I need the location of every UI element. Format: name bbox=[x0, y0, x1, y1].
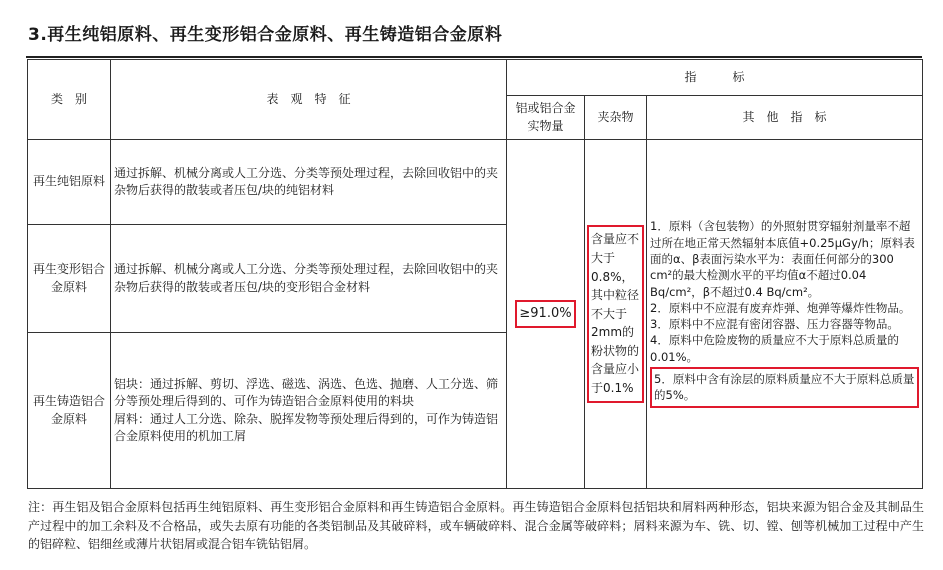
other-item-3: 3．原料中不应混有密闭容器、压力容器等物品。 bbox=[650, 317, 899, 332]
other-item-1: 1．原料（含包装物）的外照射贯穿辐射剂量率不超过所在地正常天然辐射本底值+0.25μGy/h；原料表面的α、β表面污染水平为：表面任何部分的300 cm²的最大检测水平的平均值α不超过0.04 Bq/cm²，β不超过0.4 Bq/cm²。 bbox=[650, 219, 915, 299]
header-inclusions: 夹杂物 bbox=[585, 96, 647, 140]
header-aluminum-content: 铝或铝合金实物量 bbox=[507, 96, 585, 140]
materials-table bbox=[27, 59, 923, 489]
table-row bbox=[28, 140, 923, 225]
header-row-1 bbox=[28, 60, 923, 96]
header-category: 类 别 bbox=[28, 60, 111, 140]
row-appearance bbox=[111, 333, 507, 489]
other-item-4: 4．原料中危险废物的质量应不大于原料总质量的0.01%。 bbox=[650, 333, 899, 364]
title-underline bbox=[26, 56, 922, 58]
appearance-block: 铝块：通过拆解、剪切、浮选、磁选、涡选、色选、抛磨、人工分选、筛分等预处理后得到的、可作为铸造铝合金原料使用的料块 bbox=[114, 376, 499, 409]
row-appearance: 通过拆解、机械分离或人工分选、分类等预处理过程，去除回收铝中的夹杂物后获得的散装或者压包/块的变形铝合金材料 bbox=[111, 225, 507, 333]
section-title: 3.再生纯铝原料、再生变形铝合金原料、再生铸造铝合金原料 bbox=[28, 25, 503, 45]
row-category: 再生铸造铝合金原料 bbox=[28, 333, 111, 489]
header-appearance: 表 观 特 征 bbox=[111, 60, 507, 140]
other-indicators-cell bbox=[647, 140, 923, 489]
aluminum-content-highlight: ≥91.0% bbox=[515, 300, 575, 329]
row-appearance: 通过拆解、机械分离或人工分选、分类等预处理过程，去除回收铝中的夹杂物后获得的散装或者压包/块的纯铝材料 bbox=[111, 140, 507, 225]
inclusions-highlight: 含量应不大于0.8%，其中粒径不大于2mm的粉状物的含量应小于0.1% bbox=[587, 225, 644, 402]
aluminum-content-cell bbox=[507, 140, 585, 489]
table-note: 注：再生铝及铝合金原料包括再生纯铝原料、再生变形铝合金原料和再生铸造铝合金原料。再生铸造铝合金原料包括铝块和屑料两种形态，铝块来源为铝合金及其制品生产过程中的加工余料及不合格品，或失去原有功能的各类铝制品及其破碎料，或车辆破碎料、混合金属等破碎料；屑料来源为车、铣、切、镗、刨等机械加工过程中产生的铝碎粒、铝细丝或薄片状铝屑或混合铝车铣钻铝屑。 bbox=[28, 500, 924, 552]
inclusions-cell bbox=[585, 140, 647, 489]
header-other-indicators: 其 他 指 标 bbox=[647, 96, 923, 140]
header-indicators: 指 标 bbox=[507, 60, 923, 96]
other-item-5-highlight: 5．原料中含有涂层的原料质量应不大于原料总质量的5%。 bbox=[650, 367, 919, 408]
row-category: 再生变形铝合金原料 bbox=[28, 225, 111, 333]
appearance-scrap: 屑料：通过人工分选、除杂、脱挥发物等预处理后得到的，可作为铸造铝合金原料使用的机加工屑 bbox=[114, 411, 499, 443]
row-category: 再生纯铝原料 bbox=[28, 140, 111, 225]
other-item-2: 2．原料中不应混有废弃炸弹、炮弹等爆炸性物品。 bbox=[650, 300, 911, 315]
